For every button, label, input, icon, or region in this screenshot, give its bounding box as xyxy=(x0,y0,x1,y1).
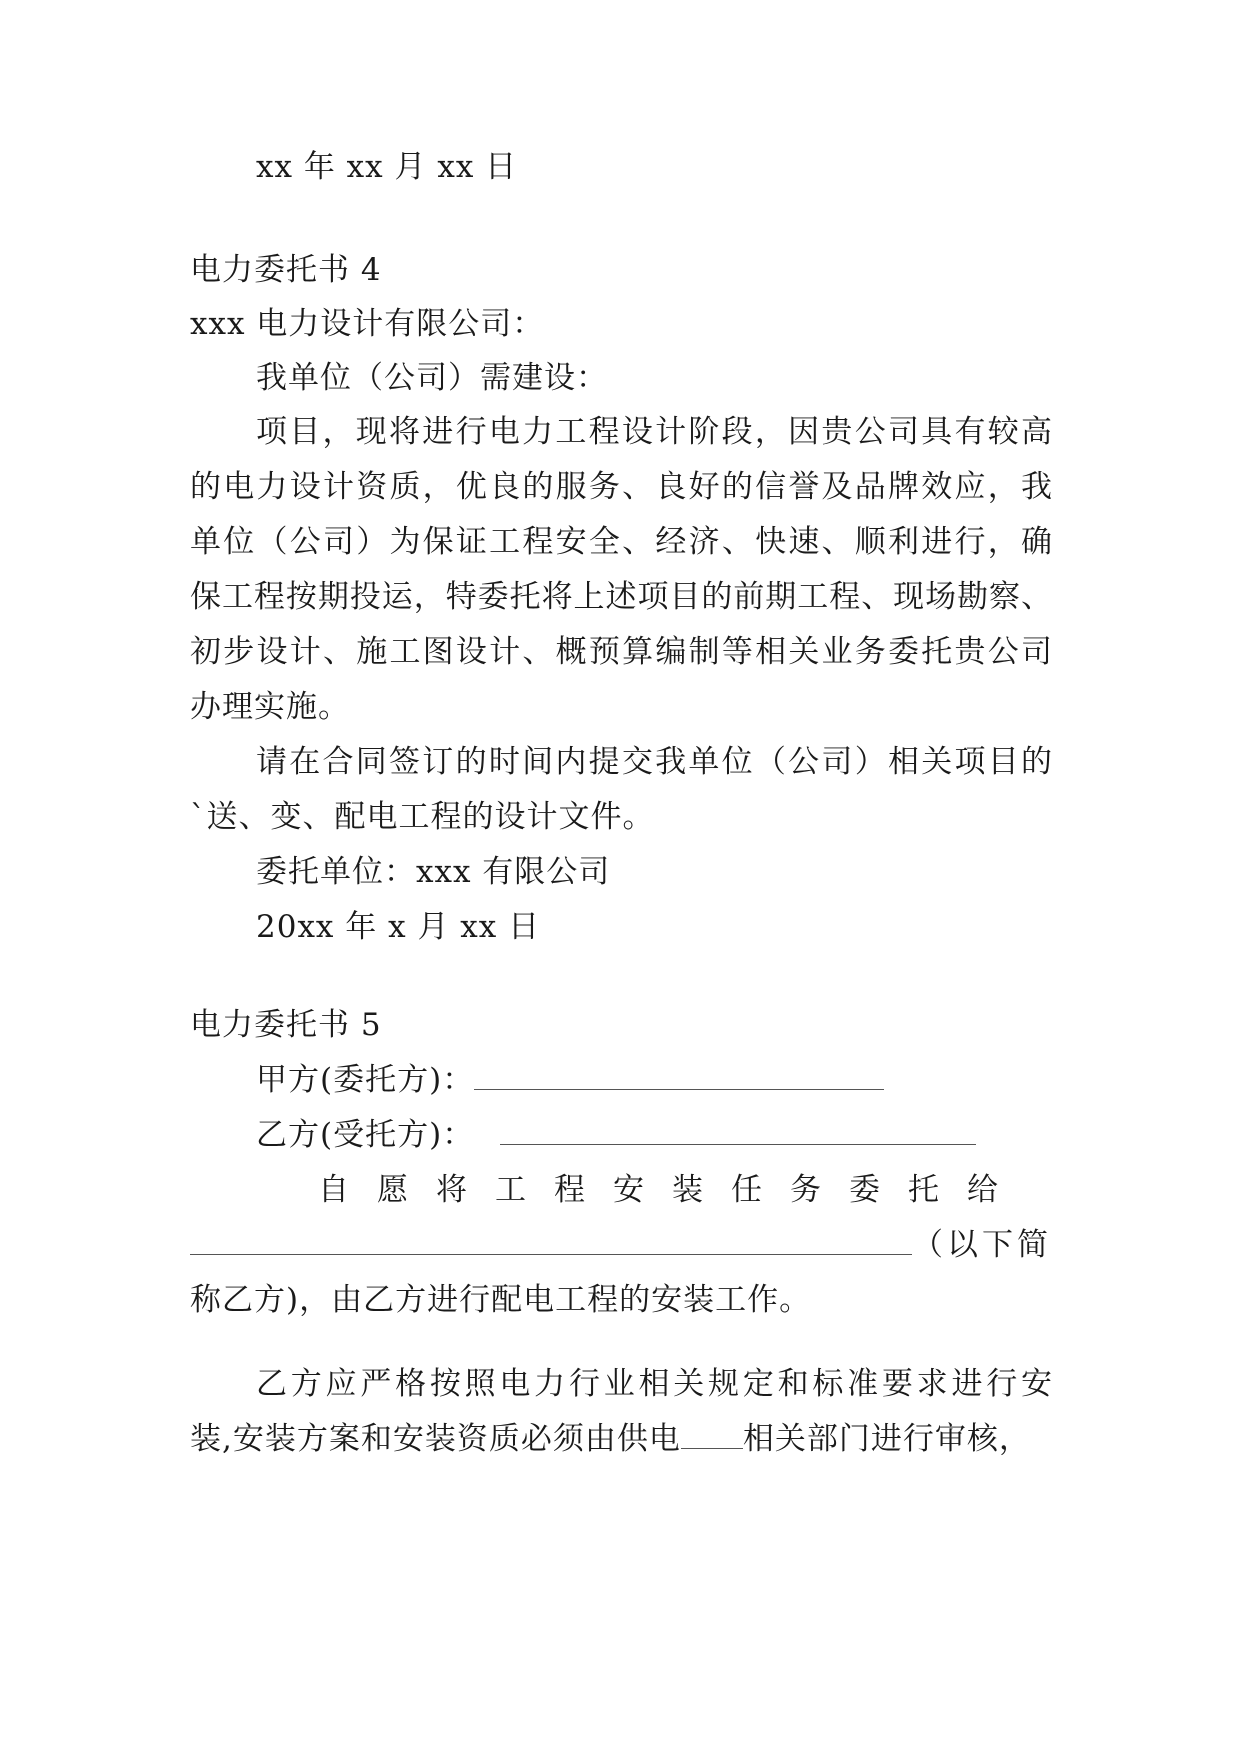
party-b-row xyxy=(256,1113,1052,1157)
spread-text: 自愿将工程安装任务委托给 xyxy=(318,1172,1026,1208)
section5-title: 电力委托书 5 xyxy=(190,1007,382,1043)
party-a-row xyxy=(256,1058,1052,1102)
paragraph-5-text: 装,安装方案和安装资质必须由供电 xyxy=(190,1421,681,1457)
paragraph-1: 我单位（公司）需建设： xyxy=(256,360,608,396)
date-top: xx 年 xx 月 xx 日 xyxy=(256,149,518,185)
paragraph-5-line: 乙方应严格按照电力行业相关规定和标准要求进行安 xyxy=(256,1366,1052,1402)
spread-line xyxy=(318,1168,1052,1212)
party-b-blank xyxy=(500,1114,976,1145)
supply-blank xyxy=(681,1418,743,1449)
signer: 委托单位：xxx 有限公司 xyxy=(256,854,611,890)
paragraph-2-line: 保工程按期投运，特委托将上述项目的前期工程、现场勘察、 xyxy=(190,579,1052,615)
continuation-line: 称乙方)，由乙方进行配电工程的安装工作。 xyxy=(190,1282,812,1318)
signer-date: 20xx 年 x 月 xx 日 xyxy=(256,909,541,945)
paragraph-2-line: 单位（公司）为保证工程安全、经济、快速、顺利进行，确 xyxy=(190,524,1052,560)
paragraph-5-tail: 相关部门进行审核， xyxy=(742,1421,1031,1457)
paragraph-2-line: 项目，现将进行电力工程设计阶段，因贵公司具有较高 xyxy=(256,414,1052,450)
assignee-blank xyxy=(190,1224,912,1255)
paragraph-3-line: `送、变、配电工程的设计文件。 xyxy=(190,799,655,835)
paragraph-2-line: 初步设计、施工图设计、概预算编制等相关业务委托贵公司 xyxy=(190,634,1052,670)
assignee-row xyxy=(190,1223,1052,1267)
paragraph-2-line: 办理实施。 xyxy=(190,689,350,725)
party-a-label: 甲方(委托方)： xyxy=(256,1062,475,1098)
assignee-suffix: （以下简 xyxy=(912,1227,1052,1263)
paragraph-2-line: 的电力设计资质，优良的服务、良好的信誉及品牌效应，我 xyxy=(190,469,1052,505)
section4-title: 电力委托书 4 xyxy=(190,252,382,288)
addressee: xxx 电力设计有限公司： xyxy=(190,306,545,342)
party-a-blank xyxy=(474,1059,884,1090)
party-b-label: 乙方(受托方)： xyxy=(256,1117,475,1153)
paragraph-3-line: 请在合同签订的时间内提交我单位（公司）相关项目的 xyxy=(256,744,1052,780)
paragraph-5-last-line xyxy=(190,1417,1052,1461)
